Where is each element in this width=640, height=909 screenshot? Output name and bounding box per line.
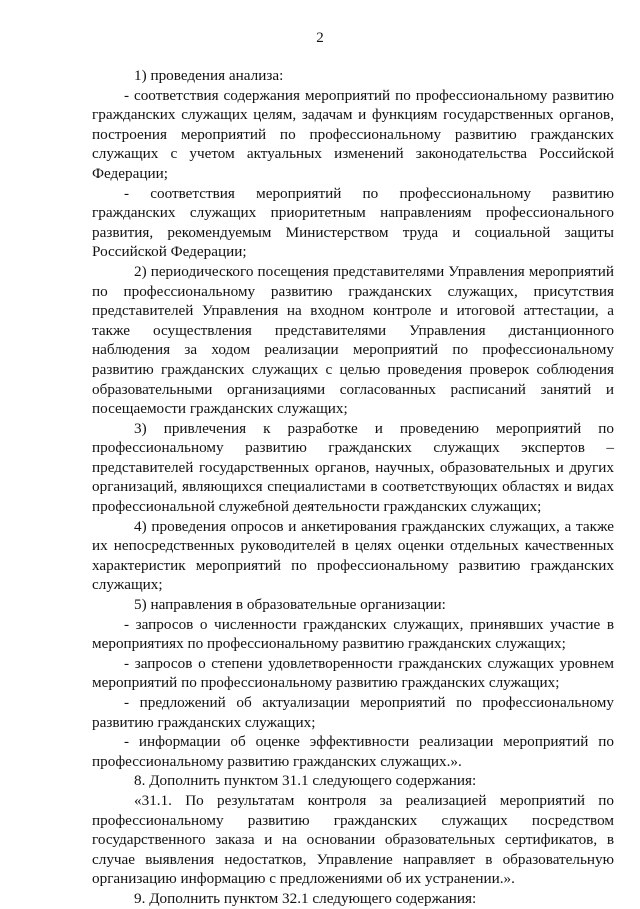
paragraph-analysis-heading: 1) проведения анализа: (134, 67, 284, 84)
paragraph-content-compliance: - соответствия содержания мероприятий по профессиональному развитию гражданских служащих целям, задачам и функциям государственных органов, построения мероприятий по профессиональному развитию гражданских служащих с учетом актуальных изменений законодательства Российской Федерации; (92, 86, 614, 182)
paragraph-experts: 3) привлечения к разработке и проведению мероприятий по профессиональному развитию гражданских служащих экспертов – представителей государственных органов, научных, образовательных и других организаций, являющихся специалистами в соответствующих областях и видах профессиональной служебной деятельности гражданских служащих; (92, 419, 614, 516)
paragraph-amendment-9: 9. Дополнить пунктом 32.1 следующего содержания: (134, 889, 477, 907)
paragraph-update-proposals: - предложений об актуализации мероприятий по профессиональному развитию гражданских служащих; (92, 694, 614, 731)
paragraph-satisfaction-requests: - запросов о степени удовлетворенности гражданских служащих уровнем мероприятий по профессиональному развитию гражданских служащих; (92, 654, 614, 692)
paragraph-directions-heading: 5) направления в образовательные организации: (134, 596, 446, 614)
paragraph-efficiency-information: - информации об оценке эффективности реализации мероприятий по профессиональному развитию гражданских служащих.». (92, 733, 614, 770)
paragraph-number-requests: - запросов о численности гражданских служащих, принявших участие в мероприятиях по профессиональному развитию гражданских служащих; (92, 615, 614, 653)
paragraph-surveys: 4) проведения опросов и анкетирования гражданских служащих, а также их непосредственных руководителей в целях оценки отдельных качественных характеристик мероприятий по профессиональному развитию гражданских служащих; (92, 517, 614, 594)
page-number: 2 (316, 30, 324, 46)
document-body (92, 66, 614, 909)
paragraph-amendment-8: 8. Дополнить пунктом 31.1 следующего содержания: (134, 772, 477, 790)
paragraph-priority-compliance: - соответствия мероприятий по профессиональному развитию гражданских служащих приоритетным направлениям профессионального развития, рекомендуемым Министерством труда и социальной защиты Российской Федерации; (92, 184, 614, 261)
paragraph-clause-31-1: «31.1. По результатам контроля за реализацией мероприятий по профессиональному развитию гражданских служащих посредством государственного заказа и на основании образовательных сертификатов, в случае выявления недостатков, Управление направляет в образовательную организацию информацию с предложениями об их устранении.». (92, 791, 614, 888)
paragraph-periodic-visits: 2) периодического посещения представителями Управления мероприятий по профессиональному развитию гражданских служащих, присутствия представителей Управления на входном контроле и итоговой аттестации, а также осуществления представителями Управления дистанционного наблюдения за ходом реализации мероприятий по профессиональному развитию гражданских служащих с целью проведения проверок соблюдения образовательными организациями согласованных расписаний занятий и посещаемости гражданских служащих; (92, 262, 614, 418)
